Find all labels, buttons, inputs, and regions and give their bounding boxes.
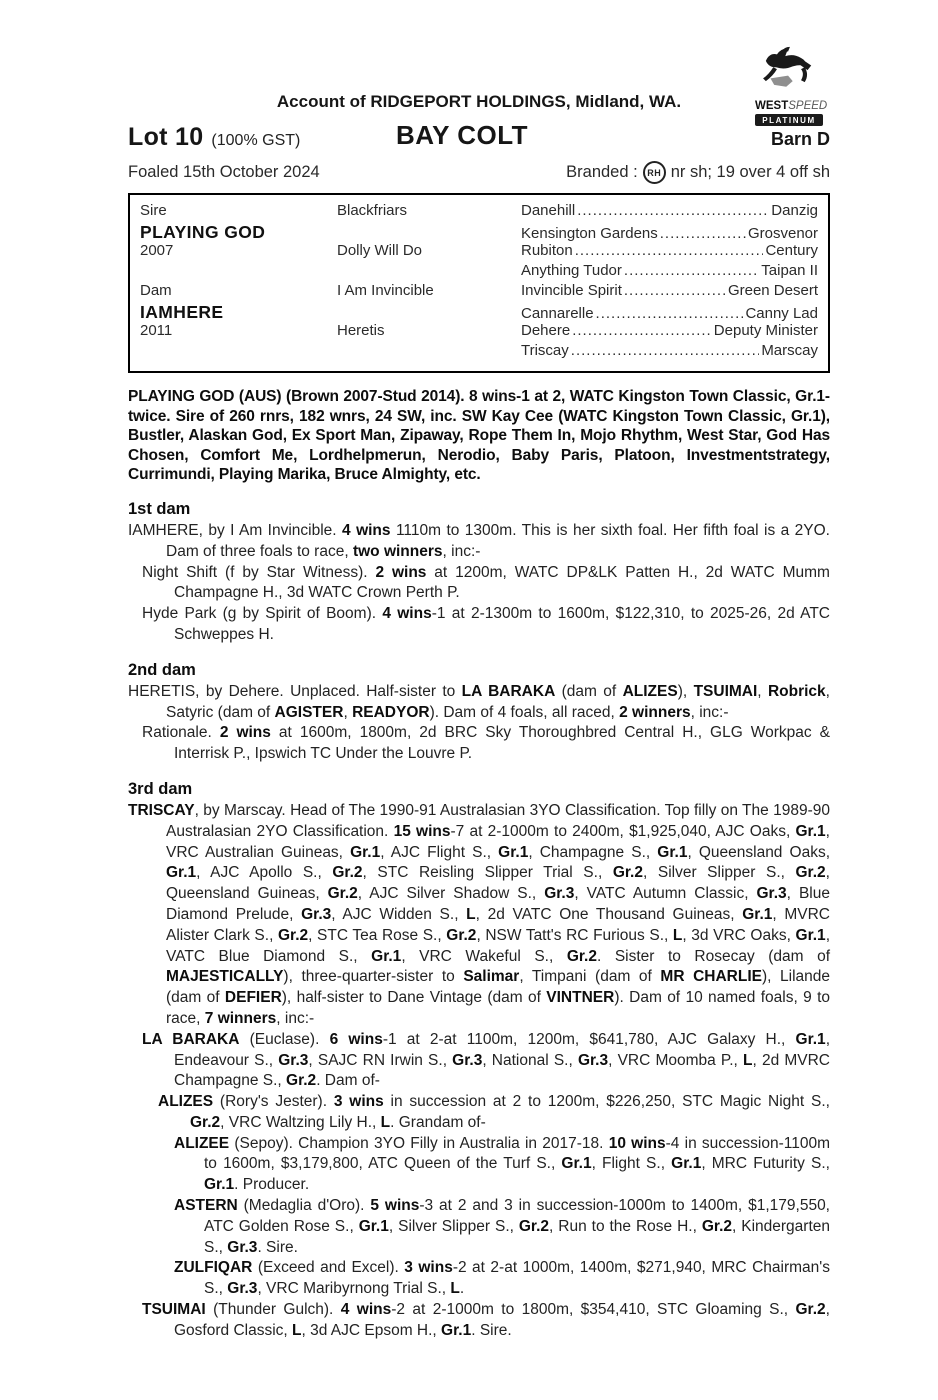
dotted-leader (571, 342, 760, 359)
lot-block (128, 123, 300, 152)
ancestor-name: Green Desert (727, 282, 818, 299)
ancestor-name: Danehill (521, 202, 576, 219)
ancestor-name: Taipan II (761, 262, 818, 279)
westspeed-wordmark: WESTSPEED (755, 100, 828, 112)
ancestor-row (521, 342, 818, 359)
barn-label: Barn D (770, 129, 830, 149)
ancestor-row (521, 225, 818, 242)
ped-dam-dam: Heretis (337, 322, 385, 339)
dotted-leader (575, 242, 764, 259)
pedigree-paragraph: Rationale. 2 wins at 1600m, 1800m, 2d BRC Sky Thoroughbred Central H., GLG Workpac & Interrisk P., Ipswich TC Under the Louvre P. (142, 724, 830, 763)
dotted-leader (596, 305, 744, 322)
dotted-leader (577, 202, 769, 219)
ped-dam-sire: I Am Invincible (337, 282, 434, 299)
foaled-date: Foaled 15th October 2024 (128, 163, 320, 181)
pedigree-paragraph: Hyde Park (g by Spirit of Boom). 4 wins-1 at 2-1300m to 1600m, $122,310, to 2025-26, 2d ATC Schweppes H. (142, 605, 830, 643)
ancestor-name: Invincible Spirit (521, 282, 622, 299)
foaled-row (128, 161, 830, 184)
brand-description (566, 161, 830, 184)
branded-suffix: nr sh; 19 over 4 off sh (670, 163, 830, 181)
ancestor-name: Deputy Minister (713, 322, 818, 339)
ancestor-name: Triscay (521, 342, 569, 359)
title-row (128, 120, 830, 154)
pedigree-sections (128, 500, 830, 1342)
dam-section-heading: 3rd dam (128, 779, 193, 798)
pedigree-paragraph: HERETIS, by Dehere. Unplaced. Half-sister to LA BARAKA (dam of ALIZES), TSUIMAI, Robrick, Satyric (dam of AGISTER, READYOR). Dam of 4 foals, all raced, 2 winners, inc:- (128, 682, 830, 721)
lot-number: Lot 10 (128, 123, 204, 151)
ancestor-row (521, 322, 818, 339)
pedigree-paragraph: IAMHERE, by I Am Invincible. 4 wins 1110m to 1300m. This is her sixth foal. Her fifth foal is a 2YO. Dam of three foals to race, two winners, inc:- (128, 521, 830, 560)
dotted-leader (624, 282, 726, 299)
dotted-leader (624, 262, 759, 279)
dotted-leader (572, 322, 712, 339)
pedigree-paragraph: LA BARAKA (Euclase). 6 wins-1 at 2-at 1100m, 1200m, $641,780, AJC Galaxy H., Gr.1, Endeavour S., Gr.3, SAJC RN Irwin S., Gr.3, National S., Gr.3, VRC Moomba P., L, 2d MVRC Champagne S., Gr.2. Dam of- (142, 1030, 830, 1090)
page-title: BAY COLT (395, 120, 529, 150)
pedigree-paragraph: ALIZEE (Sepoy). Champion 3YO Filly in Australia in 2017-18. 10 wins-4 in succession-1100m to 1600m, $3,179,800, ATC Queen of the Turf S., Gr.1, Flight S., Gr.1, MRC Futurity S., Gr.1. Producer. (174, 1134, 830, 1194)
ancestor-row (521, 282, 818, 299)
ped-sire-role: Sire (140, 202, 167, 219)
pedigree-paragraph: ASTERN (Medaglia d'Oro). 5 wins-3 at 2 and 3 in succession-1000m to 1400m, $1,179,550, ATC Golden Rose S., Gr.1, Silver Slipper S., Gr.2, Run to the Rose H., Gr.2, Kindergarten S., Gr.3. Sire. (174, 1197, 831, 1256)
ancestor-row (521, 305, 818, 322)
account-line: Account of RIDGEPORT HOLDINGS, Midland, WA. (276, 92, 682, 111)
dam-section-heading: 1st dam (128, 499, 191, 518)
ped-dam-name: IAMHERE (140, 302, 224, 322)
ped-dam-role: Dam (140, 282, 172, 299)
ped-sire-name: PLAYING GOD (140, 222, 266, 242)
branded-prefix: Branded : (566, 163, 638, 181)
gst-note: (100% GST) (211, 132, 301, 149)
ancestor-row (521, 262, 818, 279)
ancestor-name: Dehere (521, 322, 571, 339)
ped-sire-dam: Dolly Will Do (337, 242, 423, 259)
brand-mark-icon: RH (643, 161, 666, 184)
dotted-leader (660, 225, 746, 242)
ancestor-name: Marscay (761, 342, 818, 359)
ped-dam-year: 2011 (140, 322, 173, 339)
ancestor-row (521, 242, 818, 259)
pedigree-paragraph: TRISCAY, by Marscay. Head of The 1990-91 Australasian 3YO Classification. Top filly on The 1989-90 Australasian 2YO Classification. 15 wins-7 at 2-1000m to 2400m, $1,925,040, AJC Oaks, Gr.1, VRC Australian Guineas, Gr.1, AJC Flight S., Gr.1, Champagne S., Gr.1, Queensland Oaks, Gr.1, AJC Apollo S., Gr.2, STC Reisling Slipper Trial S., Gr.2, Silver Slipper S., Gr.2, Queensland Guineas, Gr.2, AJC Silver Shadow S., Gr.3, VATC Autumn Classic, Gr.3, Blue Diamond Prelude, Gr.3, AJC Widden S., L, 2d VATC One Thousand Guineas, Gr.1, MVRC Alister Clark S., Gr.2, STC Tea Rose S., Gr.2, NSW Tatt's RC Furious S., L, 3d VRC Oaks, Gr.1, VATC Blue Diamond S., Gr.1, VRC Wakeful S., Gr.2. Sister to Rosecay (dam of MAJESTICALLY), three-quarter-sister to Salimar, Timpani (dam of MR CHARLIE), Lilande (dam of DEFIER), half-sister to Dane Vintage (dam of VINTNER). Dam of 10 named foals, 9 to race, 7 winners, inc:- (128, 801, 831, 1027)
ancestor-name: Kensington Gardens (521, 225, 658, 242)
ancestor-name: Anything Tudor (521, 262, 622, 279)
ancestor-name: Grosvenor (747, 225, 818, 242)
ped-sire-sire: Blackfriars (337, 202, 408, 219)
ancestor-name: Canny Lad (745, 305, 818, 322)
pedigree-paragraph: ALIZES (Rory's Jester). 3 wins in succession at 2 to 1200m, $226,250, STC Magic Night S., Gr.2, VRC Waltzing Lily H., L. Grandam of- (158, 1093, 830, 1131)
pedigree-paragraph: ZULFIQAR (Exceed and Excel). 3 wins-2 at 2-at 1000m, 1400m, $271,940, MRC Chairman's S., Gr.3, VRC Maribyrnong Trial S., L. (174, 1259, 830, 1298)
pedigree-table (128, 193, 830, 373)
ancestor-name: Danzig (771, 202, 818, 219)
pedigree-paragraph: Night Shift (f by Star Witness). 2 wins at 1200m, WATC DP&LK Patten H., 2d WATC Mumm Champagne H., 3d WATC Crown Perth P. (142, 563, 830, 602)
racehorse-icon (757, 46, 821, 96)
ancestor-name: Cannarelle (521, 305, 594, 322)
catalogue-page (128, 92, 830, 1342)
ancestor-name: Century (765, 242, 818, 259)
ancestor-row (521, 202, 818, 219)
pedigree-paragraph: TSUIMAI (Thunder Gulch). 4 wins-2 at 2-1000m to 1800m, $354,410, STC Gloaming S., Gr.2, Gosford Classic, L, 3d AJC Epsom H., Gr.1. Sire. (142, 1301, 830, 1339)
shadow-shape (770, 76, 792, 87)
platinum-badge: PLATINUM (755, 114, 823, 126)
ped-sire-year: 2007 (140, 242, 174, 259)
dam-section-heading: 2nd dam (128, 660, 196, 679)
ancestor-name: Rubiton (521, 242, 573, 259)
sire-summary-paragraph: PLAYING GOD (AUS) (Brown 2007-Stud 2014). 8 wins-1 at 2, WATC Kingston Town Classic, Gr.1-twice. Sire of 260 rnrs, 182 wnrs, 24 SW, inc. SW Kay Cee (WATC Kingston Town Classic, Gr.1), Bustler, Alaskan God, Ex Sport Man, Zipaway, Rope Them In, Mojo Rhythm, West Star, God Has Chosen, Comfort Me, Lordhelpmerun, Nerodio, Baby Paris, Platoon, Investmentstrategy, Currimundi, Playing Marika, Bruce Almighty, etc. (128, 388, 830, 484)
